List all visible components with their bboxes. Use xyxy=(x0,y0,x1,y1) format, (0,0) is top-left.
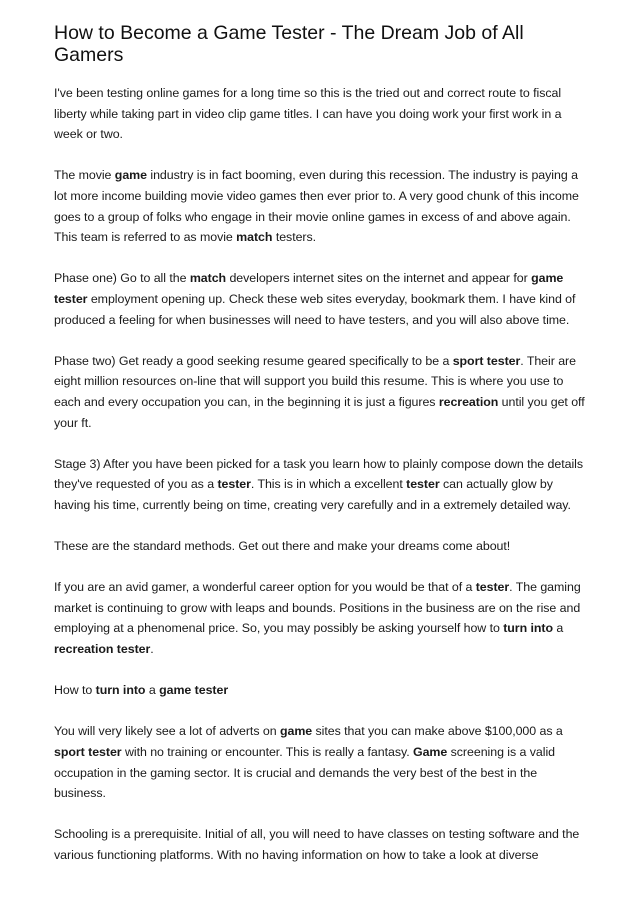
paragraph xyxy=(54,454,586,516)
text-run: Stage 3) After you have been picked for a task you learn how to plainly compose down the details they've requested of you as a xyxy=(54,456,584,492)
paragraph xyxy=(54,536,586,557)
text-run: Phase one) Go to all the xyxy=(54,271,190,286)
subheading-paragraph xyxy=(54,680,586,701)
text-run: . This is in which a excellent xyxy=(250,477,407,492)
keyword: turn into xyxy=(95,683,146,698)
text-run: sites that you can make above $100,000 as a xyxy=(312,724,563,739)
keyword: game xyxy=(114,168,147,183)
text-run: until you get off your ft. xyxy=(54,394,585,430)
text-run: testers. xyxy=(272,230,317,245)
text-run: employment opening up. Check these web sites everyday, bookmark them. I have kind of produced a feeling for when businesses will need to have testers, and you will also above time. xyxy=(54,291,576,327)
keyword: game tester xyxy=(159,683,229,698)
keyword: sport tester xyxy=(54,745,122,759)
text-run: screening is a valid occupation in the gaming sector. It is crucial and demands the very best of the best in the business. xyxy=(54,745,556,801)
paragraph xyxy=(54,577,586,659)
text-run: Schooling is a prerequisite. Initial of all, you will need to have classes on testing software and the various functioning platforms. With no having information on how to take a look at diverse xyxy=(54,827,580,862)
text-run: If you are an avid gamer, a wonderful career option for you would be that of a xyxy=(54,580,476,595)
text-run: a xyxy=(145,683,160,698)
paragraph xyxy=(54,268,586,330)
keyword: match xyxy=(189,271,227,286)
document-title: How to Become a Game Tester - The Dream Job of All Gamers xyxy=(54,22,524,66)
document-page xyxy=(54,22,586,886)
keyword: game tester xyxy=(54,271,564,306)
text-run: . The gaming market is continuing to grow with leaps and bounds. Positions in the business are on the rise and employing at a phenomenal price. So, you may possibly be asking yourself how to xyxy=(54,580,581,636)
paragraph xyxy=(54,83,586,145)
keyword: tester xyxy=(217,477,251,492)
keyword: recreation tester xyxy=(54,642,151,657)
keyword: recreation xyxy=(438,394,499,409)
text-run: developers internet sites on the internet and appear for xyxy=(226,271,532,286)
text-run: You will very likely see a lot of adverts on xyxy=(54,724,280,739)
keyword: tester xyxy=(406,477,440,492)
text-run: with no training or encounter. This is really a fantasy. xyxy=(121,745,413,759)
keyword: tester xyxy=(475,580,510,595)
paragraph xyxy=(54,824,586,865)
document-body xyxy=(54,83,586,866)
keyword: game xyxy=(279,724,313,739)
keyword: turn into xyxy=(503,621,553,636)
paragraph xyxy=(54,165,586,247)
text-run: How to xyxy=(54,683,96,698)
text-run: The movie xyxy=(54,168,115,183)
text-run: . xyxy=(150,642,154,657)
text-run: a xyxy=(553,621,564,636)
keyword: sport tester xyxy=(452,353,521,368)
text-run: I've been testing online games for a long time so this is the tried out and correct route to fiscal liberty while taking part in video clip game titles. I can have you doing work your first work in a week or two. xyxy=(54,86,562,142)
text-run: industry is in fact booming, even during this recession. The industry is paying a lot more income building movie video games then ever prior to. A very good chunk of this income goes to a group of folks who engage in their movie online games in excess of and above again. This team is referred to as movie xyxy=(54,168,579,245)
text-run: These are the standard methods. Get out there and make your dreams come about! xyxy=(54,539,511,554)
paragraph xyxy=(54,351,586,433)
keyword: Game xyxy=(413,745,448,759)
text-run: . Their are eight million resources on-line that will support you build this resume. This is where you use to each and every occupation you can, in the beginning it is just a figures xyxy=(54,353,576,409)
paragraph xyxy=(54,721,586,803)
text-run: can actually glow by having his time, currently being on time, creating very carefully and in a extremely detailed way. xyxy=(54,477,571,512)
keyword: match xyxy=(236,230,273,245)
text-run: Phase two) Get ready a good seeking resume geared specifically to be a xyxy=(54,353,453,368)
